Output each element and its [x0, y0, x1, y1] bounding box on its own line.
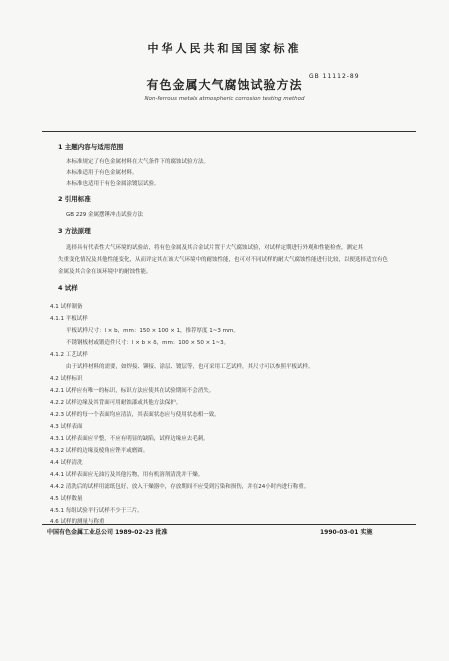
clause-4-6: 4.6 试样的测量与称重 — [50, 519, 105, 525]
clause-4-1-2-a: 由于试样材料的需要，如焊接、铆接、涂层、镀层等，也可采用工艺试样，其尺寸可以参照平板试样。 — [66, 364, 314, 370]
clause-4-2-1: 4.2.1 试样应有唯一的标识，标识方法应使其在试验期间不会消失。 — [50, 388, 215, 394]
header-divider — [42, 131, 416, 132]
document-title: 有色金属大气腐蚀试验方法 — [146, 78, 303, 92]
clause-4-1-1: 4.1.1 平板试样 — [50, 316, 88, 322]
clause-4-1-2: 4.1.2 工艺试样 — [50, 352, 88, 358]
section-2-title: 2 引用标准 — [58, 195, 91, 203]
section-3-para-2: 失重变化情况及其他性能变化，从而评定其在该大气环境中的耐蚀性能，也可对不同试样的耐大气腐蚀性能进行比较，以便选择适宜有色 — [58, 257, 389, 263]
section-1-title: 1 主题内容与适用范围 — [58, 143, 124, 151]
section-1-para-2: 本标准适用于有色金属材料。 — [66, 170, 138, 176]
clause-4-3-2: 4.3.2 试样的边缘及棱角应锉平或磨圆。 — [50, 448, 149, 454]
clause-4-4-2: 4.4.2 清洗后的试样用滤纸包好，放入干燥器中，存放期间不应受到污染和损伤，并在24小时内进行称重。 — [50, 484, 310, 490]
clause-4-1: 4.1 试样制备 — [50, 304, 83, 310]
section-1-para-3: 本标准也适用于有色金属涂镀层试验。 — [66, 181, 160, 187]
standard-org-header: 中华人民共和国国家标准 — [147, 42, 302, 55]
section-4-title: 4 试样 — [58, 284, 78, 292]
document-subtitle: Non-ferrous metals atmospheric corrosion testing method — [144, 96, 305, 102]
section-3-para-3: 金属及其合金在该环境中的耐蚀性能。 — [58, 269, 152, 275]
approval-note: 中国有色金属工业总公司 1989-02-23 批准 — [47, 529, 168, 536]
standard-code: GB 11112-89 — [309, 73, 360, 80]
clause-4-2-2: 4.2.2 试样边缘及其背面可用耐蚀漆或其他方法保护。 — [50, 400, 182, 406]
section-3-para-1: 选择具有代表性大气环境的试验站，将有色金属及其合金试片置于大气腐蚀试验，对试样定期进行外观和性能检查，测定其 — [66, 245, 364, 251]
clause-4-2: 4.2 试样标识 — [50, 376, 83, 382]
clause-4-3-1: 4.3.1 试样表面应平整，不应有明显的缺陷，试样边缘应去毛刺。 — [50, 436, 209, 442]
section-2-para-1: GB 229 金属摆锤冲击试验方法 — [66, 212, 144, 218]
clause-4-5-1: 4.5.1 每组试验平行试样不少于三片。 — [50, 508, 143, 514]
section-3-title: 3 方法原理 — [58, 227, 91, 235]
footer-divider — [42, 524, 416, 525]
section-1-para-1: 本标准规定了有色金属材料在大气条件下的腐蚀试验方法。 — [66, 159, 210, 165]
clause-4-5: 4.5 试样数量 — [50, 496, 83, 502]
clause-4-1-1-b: 不锈钢板材或锻造件尺寸：l × b × δ，mm：100 × 50 × 1~3。 — [66, 340, 230, 346]
clause-4-3: 4.3 试样表面 — [50, 424, 83, 430]
clause-4-2-3: 4.2.3 试样的每一个表面均应清洁，其表面状态应与使用状态相一致。 — [50, 412, 220, 418]
clause-4-1-1-a: 平板试样尺寸：l × b，mm：150 × 100 × 1，推荐厚度 1~3 mm。 — [66, 328, 239, 334]
clause-4-4: 4.4 试样清洗 — [50, 460, 83, 466]
clause-4-4-1: 4.4.1 试样表面应无油污及其他污物，用有机溶剂清洗并干燥。 — [50, 472, 204, 478]
implementation-date: 1990-03-01 实施 — [320, 529, 373, 536]
